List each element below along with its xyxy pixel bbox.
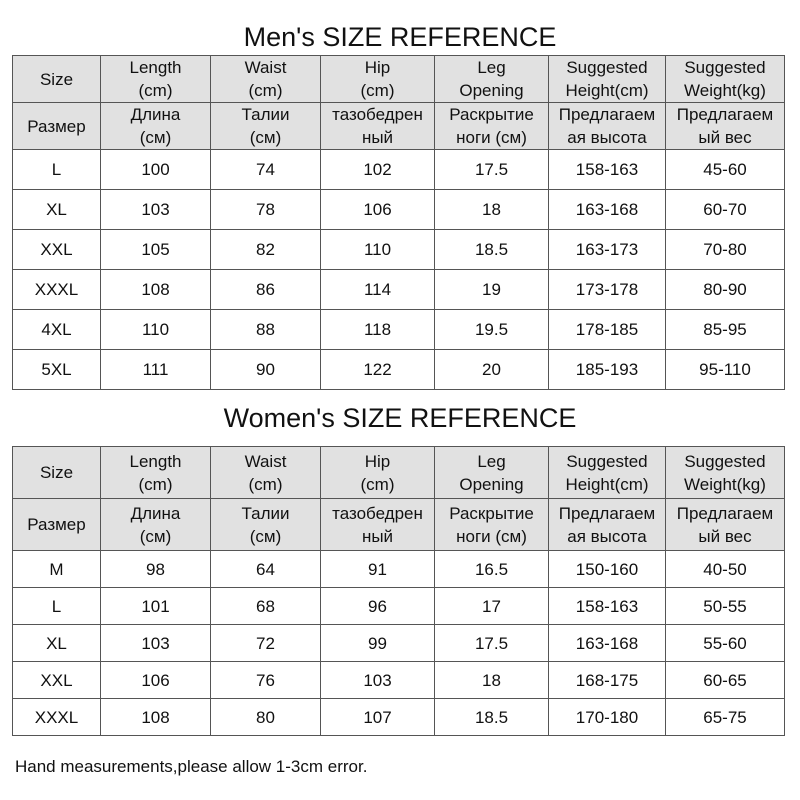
- header-label-line: (см): [249, 526, 282, 546]
- size-cell: XL: [13, 190, 101, 230]
- value-cell: 110: [101, 310, 211, 350]
- value-cell: 102: [321, 150, 435, 190]
- header-label-line: (cm): [138, 81, 173, 100]
- value-cell: 108: [101, 699, 211, 736]
- header-label-line: Раскрытие: [449, 503, 534, 523]
- women-header-en-cell: [211, 447, 321, 499]
- value-cell: 65-75: [666, 699, 785, 736]
- men-header-ru-cell: [435, 103, 549, 150]
- header-label-line: Leg: [477, 451, 506, 471]
- men-header-en-cell: [549, 56, 666, 103]
- value-cell: 118: [321, 310, 435, 350]
- men-table-row: [13, 230, 785, 270]
- men-header-ru-cell: [321, 103, 435, 150]
- women-header-ru-cell: [13, 499, 101, 551]
- header-label-line: ный: [361, 526, 394, 546]
- value-cell: 17.5: [435, 150, 549, 190]
- header-label-line: тазобедрен: [332, 105, 423, 124]
- value-cell: 122: [321, 350, 435, 390]
- size-cell: 4XL: [13, 310, 101, 350]
- header-label-line: Hip: [364, 58, 391, 77]
- value-cell: 163-168: [549, 190, 666, 230]
- value-cell: 18.5: [435, 699, 549, 736]
- value-cell: 60-70: [666, 190, 785, 230]
- value-cell: 110: [321, 230, 435, 270]
- header-label-line: (cm): [248, 81, 283, 100]
- header-label-line: тазобедрен: [332, 503, 423, 523]
- value-cell: 68: [211, 588, 321, 625]
- men-size-table: [12, 55, 785, 390]
- header-label-line: Длина: [130, 105, 181, 124]
- men-table-row: [13, 350, 785, 390]
- header-label-line: (cm): [138, 474, 173, 494]
- value-cell: 82: [211, 230, 321, 270]
- women-header-ru-cell: [549, 499, 666, 551]
- header-label-line: (см): [139, 128, 172, 147]
- header-label-line: Suggested: [566, 58, 648, 77]
- women-header-en-row: [13, 447, 785, 499]
- value-cell: 78: [211, 190, 321, 230]
- men-header-ru-cell: [666, 103, 785, 150]
- value-cell: 91: [321, 551, 435, 588]
- value-cell: 18.5: [435, 230, 549, 270]
- header-label-line: (см): [249, 128, 282, 147]
- value-cell: 163-173: [549, 230, 666, 270]
- value-cell: 103: [101, 190, 211, 230]
- value-cell: 17.5: [435, 625, 549, 662]
- header-label-line: ноги (см): [456, 526, 527, 546]
- size-cell: L: [13, 588, 101, 625]
- women-header-ru-cell: [666, 499, 785, 551]
- value-cell: 96: [321, 588, 435, 625]
- header-label-line: (cm): [360, 474, 395, 494]
- women-table-row: [13, 551, 785, 588]
- women-size-table: [12, 446, 785, 736]
- value-cell: 19.5: [435, 310, 549, 350]
- header-label-line: (см): [139, 526, 172, 546]
- value-cell: 19: [435, 270, 549, 310]
- women-header-en-cell: [666, 447, 785, 499]
- header-label-line: Талии: [241, 105, 290, 124]
- women-header-ru-cell: [101, 499, 211, 551]
- men-header-en-cell: [13, 56, 101, 103]
- women-header-ru-row: [13, 499, 785, 551]
- header-label-line: Leg: [477, 58, 506, 77]
- value-cell: 64: [211, 551, 321, 588]
- header-label-line: Height(cm): [565, 474, 649, 494]
- women-header-en-cell: [321, 447, 435, 499]
- men-header-en-cell: [211, 56, 321, 103]
- women-table-row: [13, 588, 785, 625]
- header-label-line: ый вес: [698, 526, 752, 546]
- value-cell: 98: [101, 551, 211, 588]
- value-cell: 17: [435, 588, 549, 625]
- women-table-row: [13, 625, 785, 662]
- value-cell: 108: [101, 270, 211, 310]
- value-cell: 60-65: [666, 662, 785, 699]
- header-label-line: ный: [361, 128, 394, 147]
- size-cell: XXL: [13, 662, 101, 699]
- header-label-line: Раскрытие: [449, 105, 534, 124]
- women-table-row: [13, 699, 785, 736]
- value-cell: 185-193: [549, 350, 666, 390]
- women-size-title: Women's SIZE REFERENCE: [223, 403, 577, 433]
- header-label-line: ая высота: [567, 128, 647, 147]
- value-cell: 158-163: [549, 150, 666, 190]
- size-cell: XXXL: [13, 270, 101, 310]
- women-header-ru-cell: [211, 499, 321, 551]
- value-cell: 45-60: [666, 150, 785, 190]
- header-label-line: Waist: [244, 58, 287, 77]
- size-cell: XXL: [13, 230, 101, 270]
- men-header-ru-cell: [211, 103, 321, 150]
- value-cell: 88: [211, 310, 321, 350]
- value-cell: 163-168: [549, 625, 666, 662]
- header-label-line: Suggested: [684, 451, 766, 471]
- header-label-line: Предлагаем: [558, 105, 656, 124]
- value-cell: 168-175: [549, 662, 666, 699]
- women-header-ru-cell: [435, 499, 549, 551]
- header-label-line: Предлагаем: [676, 503, 774, 523]
- women-table-row: [13, 662, 785, 699]
- header-label-line: Длина: [130, 503, 181, 523]
- men-table-row: [13, 150, 785, 190]
- header-label-line: Length: [129, 451, 182, 471]
- header-label-line: (cm): [248, 474, 283, 494]
- header-label-line: Size: [39, 463, 74, 482]
- men-header-ru-cell: [13, 103, 101, 150]
- women-header-ru-cell: [321, 499, 435, 551]
- value-cell: 85-95: [666, 310, 785, 350]
- size-cell: M: [13, 551, 101, 588]
- header-label-line: ая высота: [567, 526, 647, 546]
- men-table-row: [13, 270, 785, 310]
- value-cell: 40-50: [666, 551, 785, 588]
- size-cell: 5XL: [13, 350, 101, 390]
- value-cell: 16.5: [435, 551, 549, 588]
- value-cell: 70-80: [666, 230, 785, 270]
- value-cell: 76: [211, 662, 321, 699]
- header-label-line: (cm): [360, 81, 395, 100]
- value-cell: 158-163: [549, 588, 666, 625]
- value-cell: 80-90: [666, 270, 785, 310]
- value-cell: 150-160: [549, 551, 666, 588]
- value-cell: 170-180: [549, 699, 666, 736]
- men-table-row: [13, 310, 785, 350]
- header-label-line: Предлагаем: [558, 503, 656, 523]
- header-label-line: Размер: [27, 515, 86, 534]
- header-label-line: ый вес: [698, 128, 752, 147]
- header-label-line: Suggested: [566, 451, 648, 471]
- header-label-line: Opening: [459, 474, 524, 494]
- value-cell: 20: [435, 350, 549, 390]
- value-cell: 111: [101, 350, 211, 390]
- header-label-line: Размер: [27, 116, 86, 136]
- value-cell: 18: [435, 190, 549, 230]
- header-label-line: Length: [129, 58, 182, 77]
- value-cell: 103: [321, 662, 435, 699]
- value-cell: 114: [321, 270, 435, 310]
- men-header-en-cell: [321, 56, 435, 103]
- header-label-line: Waist: [244, 451, 287, 471]
- header-label-line: ноги (см): [456, 128, 527, 147]
- value-cell: 99: [321, 625, 435, 662]
- men-header-ru-row: [13, 103, 785, 150]
- men-size-title: Men's SIZE REFERENCE: [243, 22, 557, 52]
- value-cell: 95-110: [666, 350, 785, 390]
- value-cell: 103: [101, 625, 211, 662]
- value-cell: 74: [211, 150, 321, 190]
- men-header-ru-cell: [101, 103, 211, 150]
- men-header-ru-cell: [549, 103, 666, 150]
- value-cell: 86: [211, 270, 321, 310]
- value-cell: 106: [101, 662, 211, 699]
- value-cell: 173-178: [549, 270, 666, 310]
- header-label-line: Предлагаем: [676, 105, 774, 124]
- header-label-line: Weight(kg): [684, 81, 766, 100]
- header-label-line: Height(cm): [565, 81, 649, 100]
- men-header-en-cell: [101, 56, 211, 103]
- value-cell: 80: [211, 699, 321, 736]
- men-header-en-cell: [435, 56, 549, 103]
- header-label-line: Талии: [241, 503, 290, 523]
- value-cell: 90: [211, 350, 321, 390]
- header-label-line: Hip: [364, 451, 391, 471]
- value-cell: 107: [321, 699, 435, 736]
- value-cell: 55-60: [666, 625, 785, 662]
- measurement-footnote: Hand measurements,please allow 1-3cm error.: [15, 757, 368, 776]
- value-cell: 18: [435, 662, 549, 699]
- value-cell: 106: [321, 190, 435, 230]
- size-cell: L: [13, 150, 101, 190]
- value-cell: 100: [101, 150, 211, 190]
- women-header-en-cell: [435, 447, 549, 499]
- size-cell: XL: [13, 625, 101, 662]
- men-header-en-cell: [666, 56, 785, 103]
- header-label-line: Weight(kg): [684, 474, 766, 494]
- header-label-line: Size: [39, 69, 74, 89]
- women-header-en-cell: [13, 447, 101, 499]
- women-header-en-cell: [549, 447, 666, 499]
- value-cell: 72: [211, 625, 321, 662]
- header-label-line: Suggested: [684, 58, 766, 77]
- men-header-en-row: [13, 56, 785, 103]
- header-label-line: Opening: [459, 81, 524, 100]
- women-header-en-cell: [101, 447, 211, 499]
- value-cell: 105: [101, 230, 211, 270]
- size-cell: XXXL: [13, 699, 101, 736]
- value-cell: 101: [101, 588, 211, 625]
- value-cell: 50-55: [666, 588, 785, 625]
- value-cell: 178-185: [549, 310, 666, 350]
- men-table-row: [13, 190, 785, 230]
